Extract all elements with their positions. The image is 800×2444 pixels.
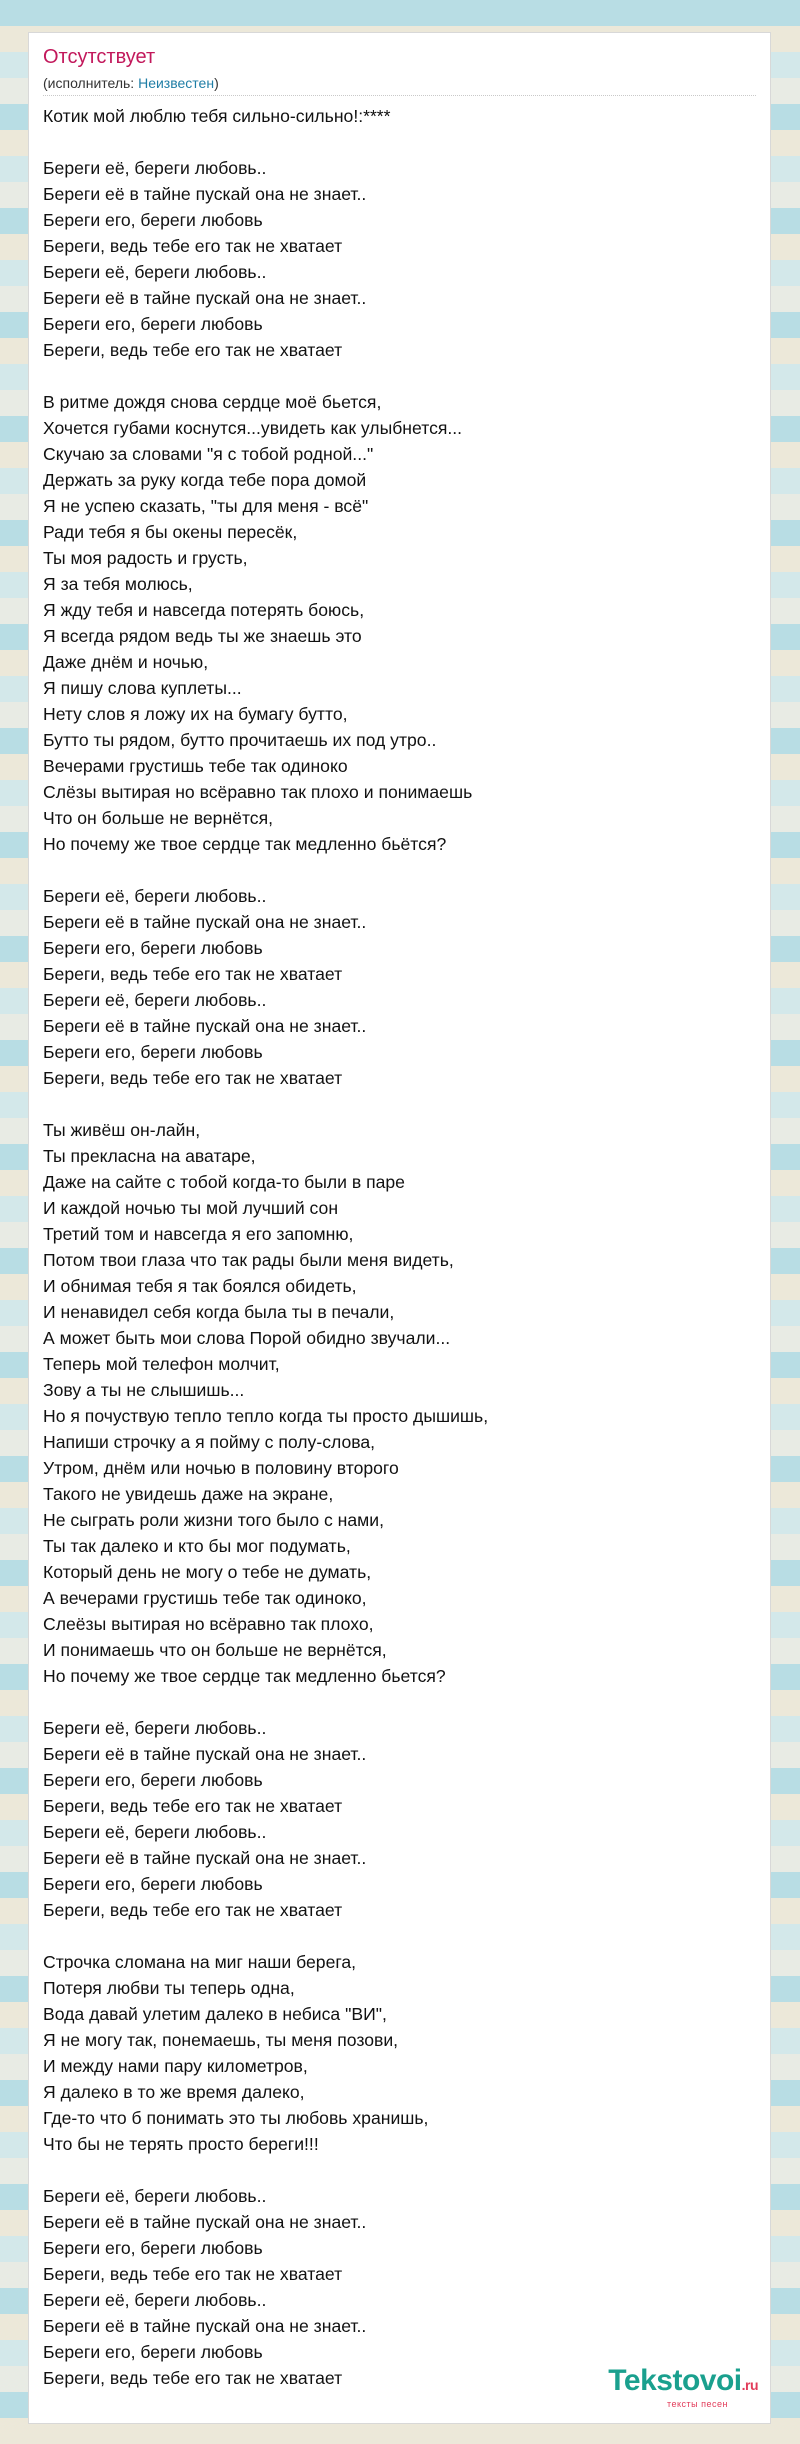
lyric-line: Я далеко в то же время далеко, [43,2082,305,2102]
lyric-line: Вечерами грустишь тебе так одиноко [43,756,348,776]
song-header [43,43,756,93]
lyric-line: Береги её в тайне пускай она не знает.. [43,1848,367,1868]
lyrics-card [28,32,771,2424]
lyrics-stanza [43,883,756,1091]
lyric-line: Даже на сайте с тобой когда-то были в паре [43,1172,405,1192]
artist-prefix: (исполнитель: [43,75,139,91]
logo-text [608,2365,758,2401]
lyric-line: Но почему же твое сердце так медленно бьётся? [43,834,447,854]
lyric-line: Утром, днём или ночью в половину второго [43,1458,399,1478]
logo-name: Tekstovoi [608,2364,742,2397]
lyric-line: И между нами пару километров, [43,2056,308,2076]
lyric-line: Напиши строчку а я пойму с полу-слова, [43,1432,376,1452]
lyric-line: Строчка сломана на миг наши берега, [43,1952,357,1972]
lyric-line: Теперь мой телефон молчит, [43,1354,280,1374]
lyric-line: Котик мой люблю тебя сильно-сильно!:**** [43,106,391,126]
lyric-line: Ты живёш он-лайн, [43,1120,201,1140]
lyric-line: Береги, ведь тебе его так не хватает [43,1068,343,1088]
lyric-line: Ради тебя я бы окены пересёк, [43,522,298,542]
lyric-line: Я всегда рядом ведь ты же знаешь это [43,626,362,646]
lyrics-stanza [43,1117,756,1689]
lyric-line: Береги её, береги любовь.. [43,2186,267,2206]
lyric-line: Береги её, береги любовь.. [43,1718,267,1738]
lyrics-stanza [43,103,756,129]
lyric-line: Береги его, береги любовь [43,2342,263,2362]
lyrics-stanza [43,2183,756,2391]
lyric-line: Береги её в тайне пускай она не знает.. [43,184,367,204]
lyric-line: И понимаешь что он больше не вернётся, [43,1640,387,1660]
lyric-line: Что бы не терять просто береги!!! [43,2134,319,2154]
lyric-line: Береги, ведь тебе его так не хватает [43,2264,343,2284]
lyric-line: И каждой ночью ты мой лучший сон [43,1198,339,1218]
lyric-line: Береги его, береги любовь [43,314,263,334]
lyric-line: И обнимая тебя я так боялся обидеть, [43,1276,357,1296]
lyric-line: Береги её, береги любовь.. [43,990,267,1010]
lyric-line: Но я почуствую тепло тепло когда ты просто дышишь, [43,1406,489,1426]
lyric-line: Третий том и навсегда я его запомню, [43,1224,354,1244]
lyric-line: Я жду тебя и навсегда потерять боюсь, [43,600,365,620]
lyric-line: Береги, ведь тебе его так не хватает [43,236,343,256]
lyric-line: Береги её, береги любовь.. [43,1822,267,1842]
lyric-line: Береги, ведь тебе его так не хватает [43,340,343,360]
lyric-line: Который день не могу о тебе не думать, [43,1562,372,1582]
lyric-line: Береги его, береги любовь [43,2238,263,2258]
lyric-line: Зову а ты не слышишь... [43,1380,245,1400]
lyric-line: Береги, ведь тебе его так не хватает [43,1900,343,1920]
lyric-line: Береги, ведь тебе его так не хватает [43,964,343,984]
logo-tagline: тексты песен [666,2399,728,2409]
lyric-line: Потеря любви ты теперь одна, [43,1978,295,1998]
site-logo[interactable] [608,2365,758,2409]
lyric-line: Береги его, береги любовь [43,210,263,230]
lyric-line: Держать за руку когда тебе пора домой [43,470,367,490]
lyric-line: Я не успею сказать, "ты для меня - всё" [43,496,369,516]
lyric-line: Скучаю за словами "я с тобой родной..." [43,444,374,464]
lyric-line: Потом твои глаза что так рады были меня видеть, [43,1250,454,1270]
lyric-line: Ты прекласна на аватаре, [43,1146,256,1166]
lyric-line: Береги её, береги любовь.. [43,262,267,282]
lyric-line: Береги её в тайне пускай она не знает.. [43,1744,367,1764]
artist-line [43,73,756,93]
lyric-line: И ненавидел себя когда была ты в печали, [43,1302,395,1322]
lyric-line: Я пишу слова куплеты... [43,678,242,698]
lyric-line: Такого не увидешь даже на экране, [43,1484,334,1504]
lyric-line: Я за тебя молюсь, [43,574,193,594]
lyric-line: Береги её в тайне пускай она не знает.. [43,912,367,932]
lyric-line: Слёзы вытирая но всёравно так плохо и понимаешь [43,782,473,802]
lyric-line: Береги, ведь тебе его так не хватает [43,1796,343,1816]
lyrics-body [43,103,756,2417]
lyric-line: Береги её, береги любовь.. [43,2290,267,2310]
lyric-line: Я не могу так, понемаешь, ты меня позови, [43,2030,399,2050]
lyric-line: Даже днём и ночью, [43,652,209,672]
lyric-line: В ритме дождя снова сердце моё бьется, [43,392,382,412]
lyric-line: Бутто ты рядом, бутто прочитаешь их под утро.. [43,730,437,750]
lyric-line: Береги её, береги любовь.. [43,886,267,906]
song-title: Отсутствует [43,46,156,68]
lyric-line: Вода давай улетим далеко в небиса "ВИ", [43,2004,387,2024]
lyric-line: Слеёзы вытирая но всёравно так плохо, [43,1614,374,1634]
lyric-line: Ты моя радость и грусть, [43,548,248,568]
lyric-line: Береги её в тайне пускай она не знает.. [43,2316,367,2336]
lyrics-stanza [43,1949,756,2157]
lyrics-stanza [43,155,756,363]
lyric-line: Береги его, береги любовь [43,1042,263,1062]
lyric-line: Хочется губами коснутся...увидеть как улыбнется... [43,418,463,438]
lyric-line: Нету слов я ложу их на бумагу бутто, [43,704,348,724]
lyric-line: Береги её, береги любовь.. [43,158,267,178]
lyrics-stanza [43,389,756,857]
logo-tld: .ru [741,2377,758,2393]
lyric-line: Где-то что б понимать это ты любовь хранишь, [43,2108,429,2128]
lyric-line: А вечерами грустишь тебе так одиноко, [43,1588,367,1608]
lyric-line: Но почему же твое сердце так медленно бьется? [43,1666,446,1686]
header-divider [43,95,756,96]
lyric-line: А может быть мои слова Порой обидно звучали... [43,1328,451,1348]
lyric-line: Береги её в тайне пускай она не знает.. [43,288,367,308]
lyric-line: Не сыграть роли жизни того было с нами, [43,1510,384,1530]
lyric-line: Береги его, береги любовь [43,1874,263,1894]
lyric-line: Ты так далеко и кто бы мог подумать, [43,1536,351,1556]
lyric-line: Береги её в тайне пускай она не знает.. [43,2212,367,2232]
lyric-line: Береги, ведь тебе его так не хватает [43,2368,343,2388]
lyric-line: Береги его, береги любовь [43,1770,263,1790]
artist-suffix: ) [214,75,219,91]
artist-link[interactable]: Неизвестен [138,75,215,91]
lyric-line: Береги его, береги любовь [43,938,263,958]
lyric-line: Береги её в тайне пускай она не знает.. [43,1016,367,1036]
lyrics-stanza [43,1715,756,1923]
lyric-line: Что он больше не вернётся, [43,808,274,828]
